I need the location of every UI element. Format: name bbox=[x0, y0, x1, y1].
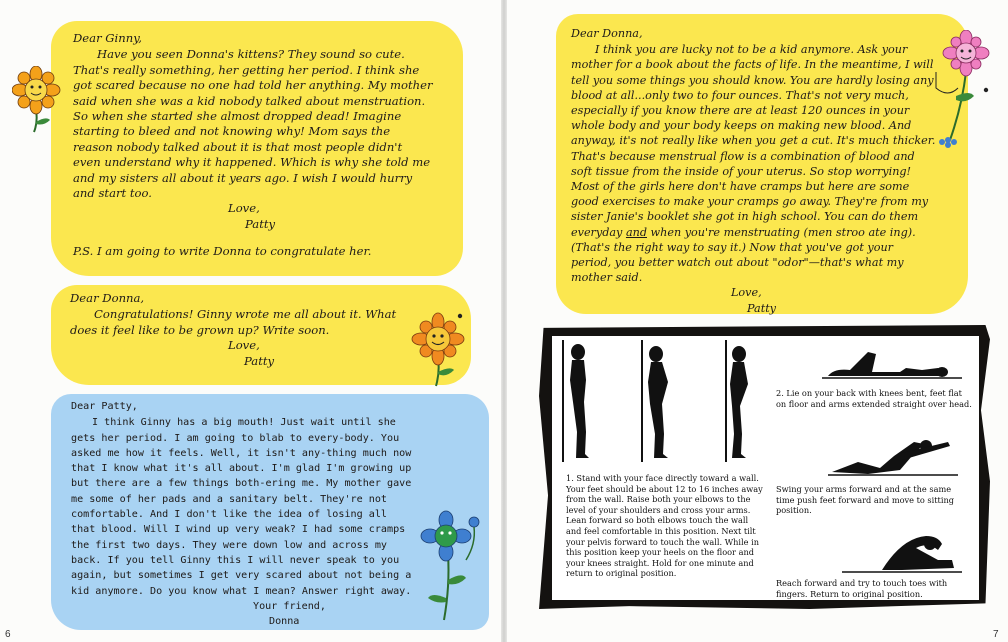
situp-figure-illustration bbox=[828, 436, 958, 478]
page-number-left: 6 bbox=[5, 629, 11, 640]
letter-greeting: Dear Donna, bbox=[571, 27, 643, 40]
letter-greeting: Dear Ginny, bbox=[73, 31, 142, 45]
page-number-right: 7 bbox=[993, 629, 999, 640]
letter-body: Congratulations! Ginny wrote me all about it. What does it feel like to be grown up? Write soon. bbox=[70, 307, 397, 337]
letter-ginny bbox=[73, 31, 433, 260]
exercise-2b-instructions: Swing your arms forward and at the same time push feet forward and move to sitting position. bbox=[776, 484, 954, 516]
exercise-2c-instructions: Reach forward and try to touch toes with fingers. Return to original position. bbox=[776, 578, 948, 599]
blue-flower-icon bbox=[420, 510, 486, 622]
exercise-2c-text bbox=[776, 578, 972, 599]
letter-body: I think Ginny has a big mouth! Just wait until she gets her period. I am going to blab to every-body. You asked me how it feels. Well, it isn't any-thing much now that I know what it's all about. I'm glad I'm growing up but there are a few things both-ering me. My mother gave me some of her pads and a sanitary belt. They're not comfortable. And I don't like the idea of losing all that blood. Will I wind up very weak? I had some cramps the first two days. They were down low and across my back. If you tell Ginny this I will never speak to you again, but sometimes I get very scared about not being a kid anymore. Do you know what I mean? Answer right away. bbox=[71, 417, 412, 597]
letter-closing: Love, bbox=[731, 286, 762, 300]
letter-greeting: Dear Patty, bbox=[71, 401, 138, 412]
letter-body: Have you seen Donna's kittens? They sound so cute. That's really something, her getting her period. I think she got scared because no one had told her anything. My mother said when she was a kid nobody talked about menstruation. So when she started she almost dropped dead! Imagine starting to bleed and not knowing why! Mom says the reason nobody talked about it is that most people didn't even understand why it happened. Which is why she told me and my sisters all about it years ago. I wish I would hurry and start too. bbox=[73, 47, 433, 201]
lying-figure-illustration bbox=[822, 346, 962, 382]
letter-signature: Patty bbox=[747, 301, 777, 315]
exercise-2-text bbox=[776, 388, 972, 409]
letter-signature: Donna bbox=[269, 616, 300, 628]
letter-body bbox=[571, 42, 936, 285]
letter-body-part2: when you're menstruating (men stroo ate ing). (That's the right way to say it.) Now that you've got your period, you better watch out about "odor"—that's what my mother said. bbox=[571, 225, 916, 285]
orange-flower-icon bbox=[12, 66, 62, 134]
letter-signature: Patty bbox=[244, 353, 275, 368]
standing-figures-illustration bbox=[556, 340, 776, 462]
letter-closing: Love, bbox=[228, 338, 260, 353]
exercise-2-instructions: 2. Lie on your back with knees bent, feet flat on floor and arms extended straight over head. bbox=[776, 388, 972, 409]
smiling-flower-icon bbox=[410, 312, 470, 388]
letter-body-part1: I think you are lucky not to be a kid anymore. Ask your mother for a book about the facts of life. In the meantime, I will tell you some things you should know. You are hardly losing any blood at all...only two to four ounces. That's not very much, especially if you know there are at least 120 ounces in your whole body and your body keeps on making new blood. And anyway, it's not really like when you get a cut. It's much thicker. That's because menstrual flow is a combination of blood and soft tissue from the inside of your uterus. So stop worrying! Most of the girls here don't have cramps but here are some good exercises to make your cramps go away. They're from my sister Janie's booklet she got in high school. You can do them everyday bbox=[571, 43, 936, 239]
exercise-1-instructions: 1. Stand with your face directly toward a wall. Your feet should be about 12 to 16 inches away from the wall. Raise both your elbows to the level of your shoulders and cross your arms. Lean forward so both elbows touch the wall and feel comfortable in this position. Next tilt your pelvis forward to touch the wall. While in this position keep your heels on the floor and your knees straight. Hold for one minute and return to original position. bbox=[566, 473, 763, 579]
letter-signature: Patty bbox=[245, 216, 276, 231]
letter-patty-reply bbox=[571, 26, 936, 316]
letter-greeting: Dear Donna, bbox=[70, 291, 145, 305]
letter-patty bbox=[71, 399, 416, 629]
pink-flower-icon bbox=[922, 30, 994, 154]
letter-closing: Love, bbox=[228, 201, 260, 216]
toe-touch-figure-illustration bbox=[842, 530, 962, 576]
letter-donna bbox=[70, 291, 415, 369]
letter-body-emphasis: and bbox=[625, 225, 647, 239]
exercise-2b-text bbox=[776, 484, 972, 516]
letter-closing: Your friend, bbox=[253, 600, 326, 612]
exercise-1-text bbox=[566, 473, 766, 579]
letter-postscript: P.S. I am going to write Donna to congratulate her. bbox=[73, 244, 372, 259]
book-gutter bbox=[501, 0, 507, 642]
